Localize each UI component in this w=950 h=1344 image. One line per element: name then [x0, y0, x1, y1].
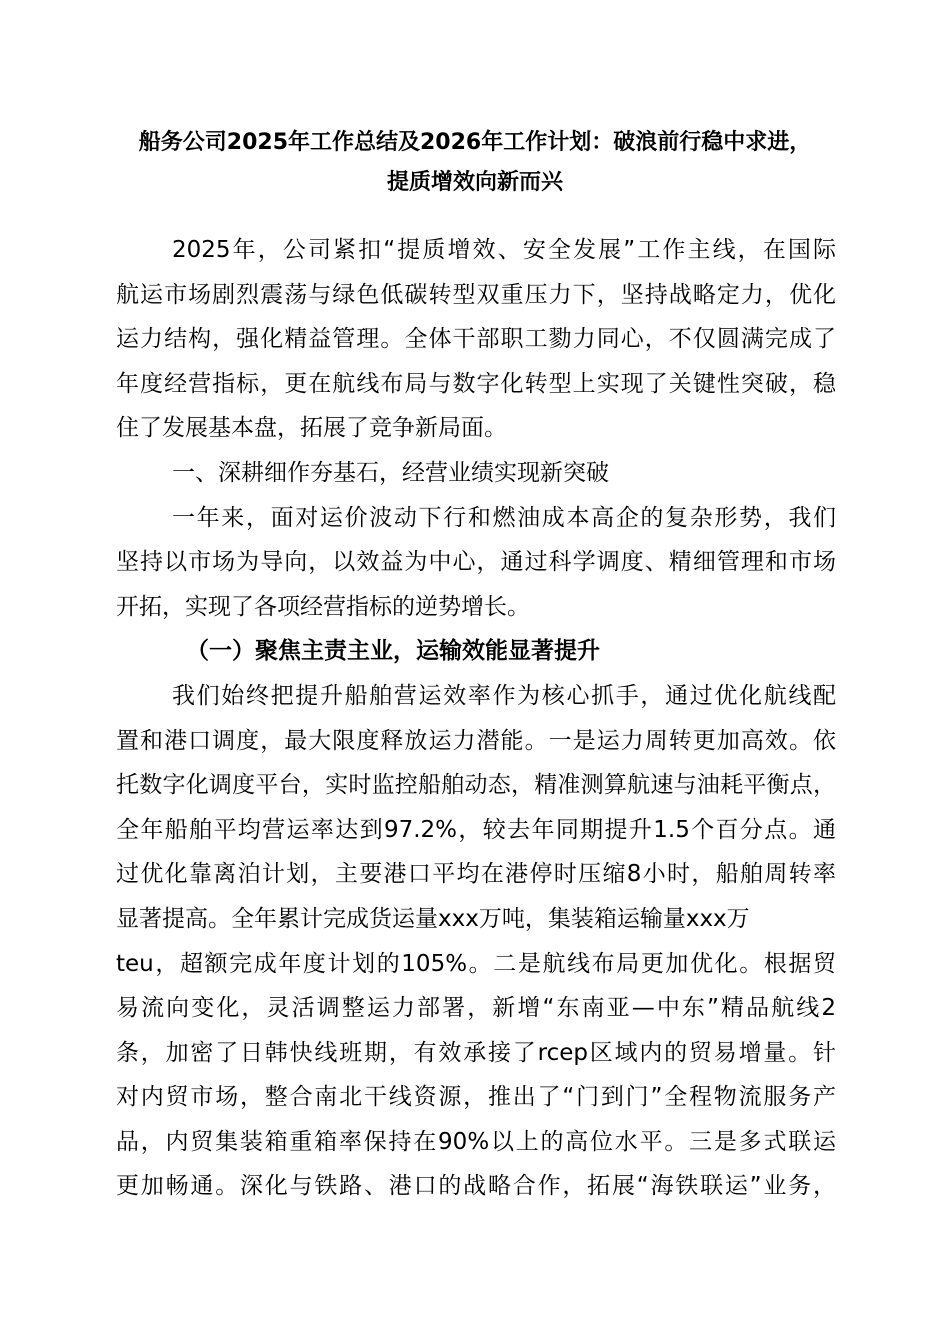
text-line: 托数字化调度平台，实时监控船舶动态，精准测算航速与油耗平衡点，: [116, 772, 836, 799]
text-line: 运力结构，强化精益管理。全体干部职工勠力同心，不仅圆满完成了: [116, 326, 836, 353]
text-line: 航运市场剧烈震荡与绿色低碳转型双重压力下，坚持战略定力，优化: [116, 281, 836, 308]
document-title-line-1: 船务公司2025年工作总结及2026年工作计划：破浪前行稳中求进，: [138, 130, 812, 155]
text-line: 住了发展基本盘，拓展了竞争新局面。: [116, 415, 507, 442]
text-line: 条，加密了日韩快线班期，有效承接了rcep区域内的贸易增量。针: [116, 1039, 836, 1066]
text-line: 年度经营指标，更在航线布局与数字化转型上实现了关键性突破，稳: [116, 370, 836, 397]
text-line: （一）聚焦主责主业，运输效能显著提升: [186, 638, 600, 665]
document-body: [116, 228, 836, 1209]
text-line: 过优化靠离泊计划，主要港口平均在港停时压缩8小时，船舶周转率: [116, 861, 836, 888]
text-line: 2025年，公司紧扣“提质增效、安全发展”工作主线，在国际: [172, 237, 836, 263]
text-line: 显著提高。全年累计完成货运量xxx万吨，集装箱运输量xxx万: [116, 905, 750, 932]
text-line: 开拓，实现了各项经营指标的逆势增长。: [116, 593, 530, 620]
text-line: 更加畅通。深化与铁路、港口的战略合作，拓展“海铁联运”业务，: [116, 1173, 836, 1200]
text-line: 坚持以市场为导向，以效益为中心，通过科学调度、精细管理和市场: [116, 549, 836, 576]
text-line: 易流向变化，灵活调整运力部署，新增“东南亚—中东”精品航线2: [116, 995, 836, 1022]
text-line: 我们始终把提升船舶营运效率作为核心抓手，通过优化航线配: [172, 682, 836, 709]
text-line: 置和港口调度，最大限度释放运力潜能。一是运力周转更加高效。依: [116, 727, 836, 754]
text-line: 一年来，面对运价波动下行和燃油成本高企的复杂形势，我们: [172, 504, 836, 531]
text-line: teu，超额完成年度计划的105%。二是航线布局更加优化。根据贸: [116, 950, 836, 977]
document-title-line-2: 提质增效向新而兴: [386, 170, 563, 195]
text-line: 全年船舶平均营运率达到97.2%，较去年同期提升1.5个百分点。通: [116, 816, 836, 843]
text-line: 品，内贸集装箱重箱率保持在90%以上的高位水平。三是多式联运: [116, 1128, 836, 1155]
text-line: 对内贸市场，整合南北干线资源，推出了“门到门”全程物流服务产: [116, 1084, 836, 1111]
text-line: 一、深耕细作夯基石，经营业绩实现新突破: [172, 459, 609, 486]
